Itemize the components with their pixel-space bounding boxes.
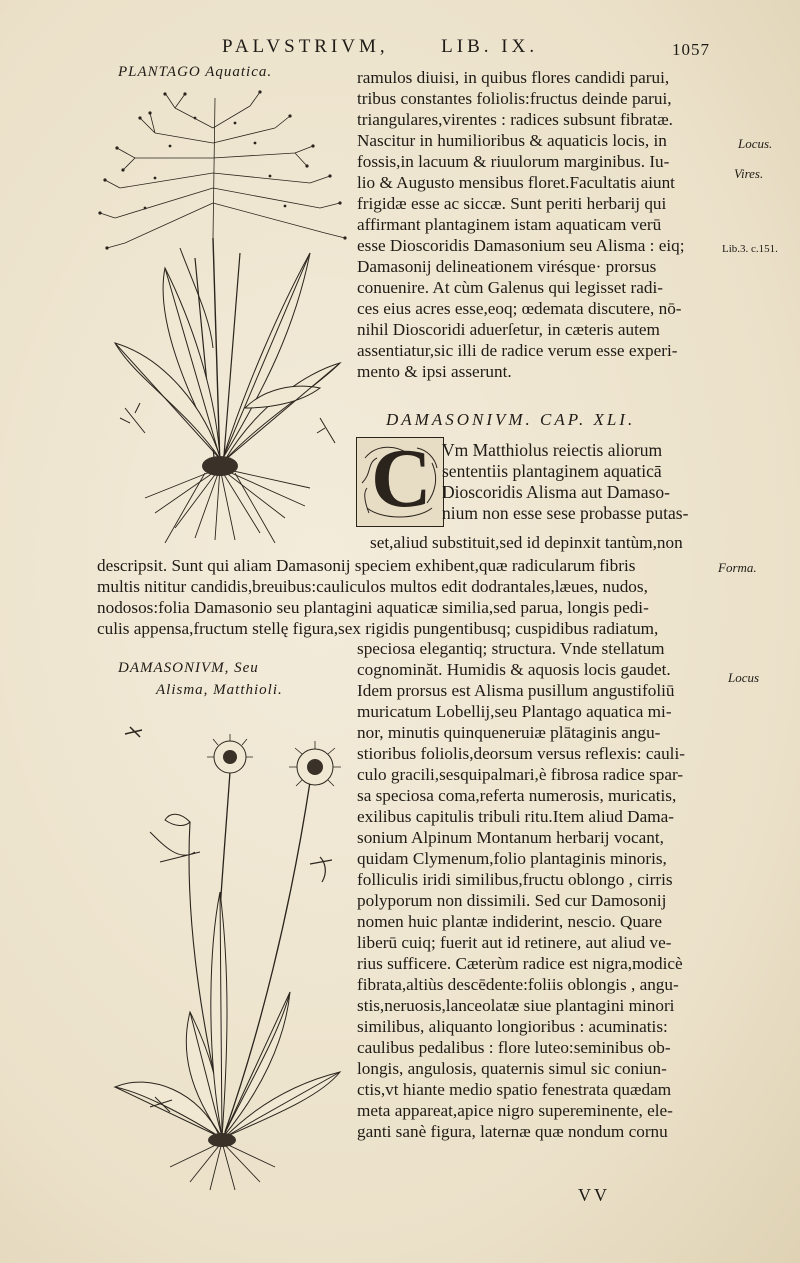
text-line: sententiis plantaginem aquaticā bbox=[442, 461, 662, 481]
text-line: esse Dioscoridis Damasonium seu Alisma : eiq; bbox=[357, 236, 685, 255]
text-line: ctis,vt hiante medio spatio fenestrata quædam bbox=[357, 1080, 672, 1099]
text-line: culis appensa,fructum stellę figura,sex rigidis pungentibusq; cuspidibus radiatum, bbox=[97, 619, 659, 638]
text-line: rius sufficere. Cæterùm radice est nigra,modicè bbox=[357, 954, 683, 973]
text-block-4 bbox=[357, 638, 685, 1142]
figure2-caption-line1: DAMASONIVM, Seu bbox=[118, 660, 259, 676]
drop-cap-letter: C bbox=[371, 432, 432, 525]
text-line: ramulos diuisi, in quibus flores candidi parui, bbox=[357, 68, 670, 87]
figure1-caption: PLANTAGO Aquatica. bbox=[118, 64, 273, 80]
margin-note-vires: Vires. bbox=[734, 166, 764, 181]
text-line: exilibus capitulis tribuli ritu.Item aliud Dama- bbox=[357, 807, 674, 826]
page-number: 1057 bbox=[672, 40, 710, 59]
text-block-2 bbox=[442, 440, 688, 524]
text-line: triangulares,virentes : radices subsunt fibratæ. bbox=[357, 110, 673, 129]
text-line: ces eius acres esse,eoq; œdemata discutere, nō- bbox=[357, 299, 682, 318]
text-line: polyporum non dissimili. Sed cur Damosonij bbox=[357, 891, 667, 910]
text-line: cognominăt. Humidis & aquosis locis gaudet. bbox=[357, 660, 671, 679]
text-line: culo gracili,sesquipalmari,è fibrosa radice spar- bbox=[357, 765, 684, 784]
text-line: muricatum Lobellij,seu Plantago aquatica mi- bbox=[357, 702, 672, 721]
text-line: liberū cuiq; fuerit aut id retinere, aut aliud ve- bbox=[357, 933, 672, 952]
text-line: frigidæ esse ac siccæ. Sunt periti herbarij qui bbox=[357, 194, 667, 213]
text-line: set,aliud substituit,sed id depinxit tantùm,non bbox=[370, 533, 683, 552]
text-line: speciosa elegantiq; structura. Vnde stellatum bbox=[357, 639, 665, 658]
text-line: fossis,in lacuum & riuulorum marginibus. Iu- bbox=[357, 152, 670, 171]
drop-cap-initial bbox=[356, 432, 444, 527]
damasonium-woodcut-illustration bbox=[110, 712, 350, 1192]
text-line: nor, minutis quinqueneruiæ plātaginis angu- bbox=[357, 723, 661, 742]
text-line: longis, angulosis, quaternis simul sic coniun- bbox=[357, 1059, 667, 1078]
text-line: Nascitur in humilioribus & aquaticis locis, in bbox=[357, 131, 667, 150]
text-line: sonium Alpinum Montanum herbarij vocant, bbox=[357, 828, 664, 847]
text-line: lio & Augusto mensibus floret.Facultatis aiunt bbox=[357, 173, 675, 192]
text-line: Vm Matthiolus reiectis aliorum bbox=[442, 440, 663, 460]
text-line: Idem prorsus est Alisma pusillum angustifoliū bbox=[357, 681, 675, 700]
text-line: Damasonij delineationem virésque· prorsus bbox=[357, 257, 657, 276]
margin-note-lib-ref: Lib.3. c.151. bbox=[722, 243, 778, 255]
text-line: nihil Dioscoridi aduerſetur, in cæteris autem bbox=[357, 320, 660, 339]
running-title: PALVSTRIVM, LIB. IX. bbox=[222, 36, 539, 57]
text-line: sa speciosa coma,referta numerosis, muricatis, bbox=[357, 786, 677, 805]
text-line: mento & ipsi asserunt. bbox=[357, 362, 512, 381]
figure2-caption-line2: Alisma, Matthioli. bbox=[156, 682, 283, 698]
signature-mark: VV bbox=[578, 1185, 610, 1205]
text-line: multis nititur candidis,breuibus:cauliculos multos edit dodrantales,læues, nudos, bbox=[97, 577, 648, 596]
text-line: folliculis iridi similibus,fructu oblongo , cirris bbox=[357, 870, 673, 889]
text-line: assentiatur,sic illi de radice verum esse experi- bbox=[357, 341, 678, 360]
text-line: nodosos:folia Damasonio seu plantagini aquaticæ similia,sed parua, longis pedi- bbox=[97, 598, 649, 617]
margin-note-locus: Locus. bbox=[738, 136, 773, 151]
text-line: caulibus pedalibus : flore luteo:seminibus ob- bbox=[357, 1038, 671, 1057]
text-line: nium non esse sese probasse putas- bbox=[442, 503, 689, 523]
text-line: nomen huic plantæ indiderint, nescio. Quare bbox=[357, 912, 663, 931]
text-line: descripsit. Sunt qui aliam Damasonij speciem exhibent,quæ radicularum fibris bbox=[97, 556, 636, 575]
text-line: fibrata,altiùs descēdente:foliis oblongis , angu- bbox=[357, 975, 679, 994]
margin-note-locus-2: Locus bbox=[728, 670, 760, 685]
text-line: tribus constantes foliolis:fructus deinde parui, bbox=[357, 89, 672, 108]
text-block-1 bbox=[357, 67, 684, 382]
text-line: Dioscoridis Alisma aut Damaso- bbox=[442, 482, 670, 502]
text-line: stis,neruosis,lanceolatæ siue plantagini minori bbox=[357, 996, 675, 1015]
text-line: ganti sanè figura, laternæ quæ nondum cornu bbox=[357, 1122, 668, 1141]
text-line: conuenire. At cùm Galenus qui legisset radi- bbox=[357, 278, 663, 297]
text-line: quidam Clymenum,folio plantaginis minoris, bbox=[357, 849, 667, 868]
text-line: affirmant plantaginem istam aquaticam verū bbox=[357, 215, 662, 234]
text-block-3 bbox=[97, 555, 658, 639]
text-line: stioribus foliolis,deorsum versus reflexis: cauli- bbox=[357, 744, 685, 763]
margin-note-forma: Forma. bbox=[718, 560, 757, 575]
text-line: meta appareat,apice nigro supereminente, ele- bbox=[357, 1101, 673, 1120]
chapter-heading: DAMASONIVM. CAP. XLI. bbox=[386, 410, 636, 429]
plantago-woodcut-illustration bbox=[95, 88, 355, 543]
text-line: similibus, aliquanto longioribus : acuminatis: bbox=[357, 1017, 668, 1036]
